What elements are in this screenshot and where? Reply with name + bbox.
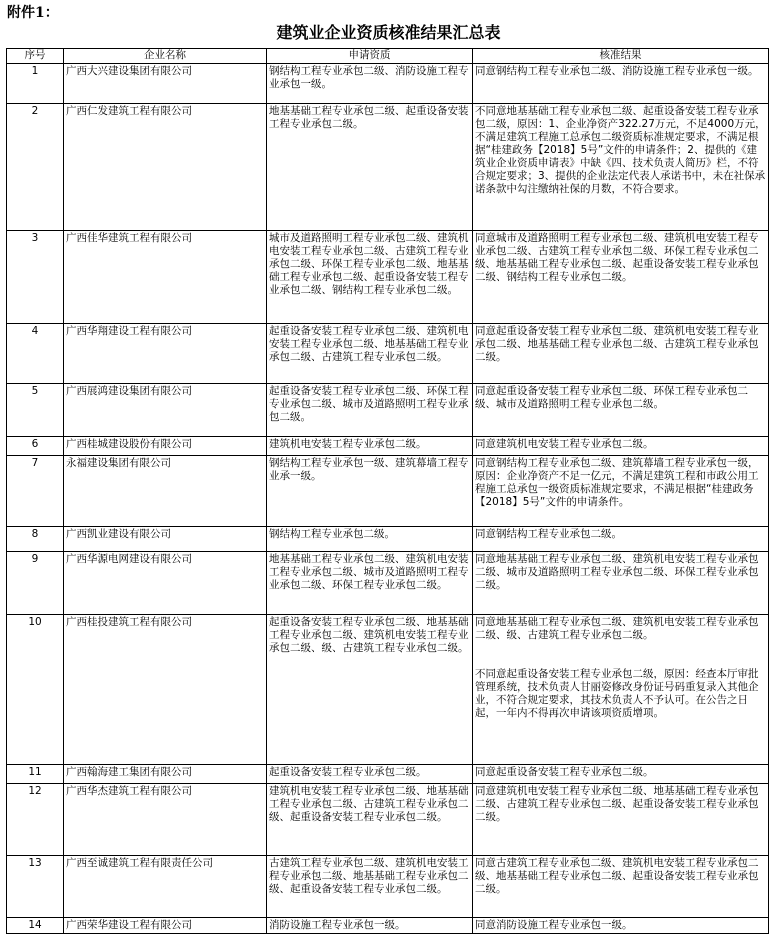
approval-result-cell bbox=[473, 384, 769, 437]
company-name: 广西桂城建设股份有限公司 bbox=[66, 438, 192, 450]
applied-qualification: 起重设备安装工程专业承包二级、建筑机电安装工程专业承包二级、地基基础工程专业承包二级、古建筑工程专业承包二级。 bbox=[269, 325, 469, 363]
row-number: 4 bbox=[31, 325, 39, 337]
row-number-cell bbox=[7, 856, 64, 918]
approval-result-cell bbox=[473, 437, 769, 456]
approval-result: 不同意地基基础工程专业承包二级、起重设备安装工程专业承包二级，原因：1、企业净资产322.27万元，不足4000万元，不满足建筑工程施工总承包二级资质标准规定要求，不满足根据“桂建政务【2018】5号”文件的申请条件；2、提供的《建筑业企业资质申请表》中缺《四、技术负责人简历》栏，不符合规定要求；3、提供的企业法定代表人承诺书中，未在社保承诺条款中勾注缴纳社保的月数，不符合要求。 bbox=[475, 105, 766, 195]
column-header-result: 核准结果 bbox=[473, 49, 769, 64]
company-name-cell bbox=[64, 918, 267, 934]
row-number-cell bbox=[7, 765, 64, 784]
approval-result-cell bbox=[473, 918, 769, 934]
approval-result: 同意起重设备安装工程专业承包二级。 bbox=[475, 766, 654, 778]
company-name: 广西至诚建筑工程有限责任公司 bbox=[66, 857, 213, 869]
approval-result-cell bbox=[473, 456, 769, 527]
company-name: 广西佳华建筑工程有限公司 bbox=[66, 232, 192, 244]
table-body bbox=[7, 64, 769, 934]
column-header-applied: 申请资质 bbox=[267, 49, 473, 64]
row-number: 9 bbox=[31, 553, 39, 565]
approval-result: 同意建筑机电安装工程专业承包二级。 bbox=[475, 438, 654, 450]
company-name: 广西华源电网建设有限公司 bbox=[66, 553, 192, 565]
applied-qualification: 古建筑工程专业承包二级、建筑机电安装工程专业承包二级、地基基础工程专业承包二级、起重设备安装工程专业承包二级。 bbox=[269, 857, 469, 895]
company-name-cell bbox=[64, 615, 267, 765]
approval-result: 同意古建筑工程专业承包二级、建筑机电安装工程专业承包二级、地基基础工程专业承包二级、起重设备安装工程专业承包二级。 bbox=[475, 857, 759, 895]
table-row bbox=[7, 784, 769, 856]
row-number: 3 bbox=[31, 232, 39, 244]
company-name: 永福建设集团有限公司 bbox=[66, 457, 171, 469]
applied-qualification: 建筑机电安装工程专业承包二级、地基基础工程专业承包二级、古建筑工程专业承包二级、起重设备安装工程专业承包二级。 bbox=[269, 785, 469, 823]
applied-qualification-cell bbox=[267, 527, 473, 552]
approval-result-cell bbox=[473, 231, 769, 324]
table-row bbox=[7, 104, 769, 231]
applied-qualification: 城市及道路照明工程专业承包二级、建筑机电安装工程专业承包二级、古建筑工程专业承包二级、环保工程专业承包二级、地基基础工程专业承包二级、起重设备安装工程专业承包二级、钢结构工程专业承包二级。 bbox=[269, 232, 469, 296]
row-number: 5 bbox=[31, 385, 39, 397]
applied-qualification-cell bbox=[267, 552, 473, 615]
applied-qualification: 钢结构工程专业承包二级、消防设施工程专业承包一级。 bbox=[269, 65, 469, 90]
page-title: 建筑业企业资质核准结果汇总表 bbox=[276, 23, 501, 42]
company-name: 广西凯业建设有限公司 bbox=[66, 528, 171, 540]
company-name-cell bbox=[64, 552, 267, 615]
approval-result-cell bbox=[473, 784, 769, 856]
applied-qualification: 建筑机电安装工程专业承包二级。 bbox=[269, 438, 427, 450]
approval-result: 同意钢结构工程专业承包二级、消防设施工程专业承包一级。 bbox=[475, 65, 759, 77]
row-number-cell bbox=[7, 384, 64, 437]
applied-qualification: 起重设备安装工程专业承包二级、环保工程专业承包二级、城市及道路照明工程专业承包二级。 bbox=[269, 385, 469, 423]
company-name-cell bbox=[64, 64, 267, 104]
row-number: 2 bbox=[31, 105, 39, 117]
column-header-company: 企业名称 bbox=[64, 49, 267, 64]
approval-result-cell bbox=[473, 324, 769, 384]
table-row bbox=[7, 437, 769, 456]
company-name: 广西仁发建筑工程有限公司 bbox=[66, 105, 192, 117]
company-name-cell bbox=[64, 856, 267, 918]
applied-qualification-cell bbox=[267, 615, 473, 765]
table-row bbox=[7, 765, 769, 784]
row-number-cell bbox=[7, 552, 64, 615]
applied-qualification-cell bbox=[267, 384, 473, 437]
applied-qualification: 消防设施工程专业承包一级。 bbox=[269, 919, 406, 931]
applied-qualification-cell bbox=[267, 104, 473, 231]
applied-qualification-cell bbox=[267, 231, 473, 324]
row-number-cell bbox=[7, 437, 64, 456]
applied-qualification-cell bbox=[267, 437, 473, 456]
row-number-cell bbox=[7, 231, 64, 324]
approval-result-cell bbox=[473, 552, 769, 615]
company-name: 广西荣华建设工程有限公司 bbox=[66, 919, 192, 931]
approval-result-cell bbox=[473, 856, 769, 918]
row-number: 11 bbox=[28, 766, 42, 778]
applied-qualification: 起重设备安装工程专业承包二级。 bbox=[269, 766, 427, 778]
result-spacer bbox=[475, 642, 766, 668]
row-number: 7 bbox=[31, 457, 39, 469]
row-number: 6 bbox=[31, 438, 39, 450]
company-name-cell bbox=[64, 765, 267, 784]
company-name: 广西翰海建工集团有限公司 bbox=[66, 766, 192, 778]
table-row bbox=[7, 527, 769, 552]
applied-qualification: 地基基础工程专业承包二级、建筑机电安装工程专业承包二级、城市及道路照明工程专业承包二级、环保工程专业承包二级。 bbox=[269, 553, 469, 591]
applied-qualification: 钢结构工程专业承包一级、建筑幕墙工程专业承一级。 bbox=[269, 457, 469, 482]
company-name-cell bbox=[64, 104, 267, 231]
applied-qualification-cell bbox=[267, 856, 473, 918]
company-name-cell bbox=[64, 527, 267, 552]
approval-result: 同意消防设施工程专业承包一级。 bbox=[475, 919, 633, 931]
approval-result: 同意建筑机电安装工程专业承包二级、地基基础工程专业承包二级、古建筑工程专业承包二级、起重设备安装工程专业承包二级。 bbox=[475, 785, 759, 823]
table-row bbox=[7, 64, 769, 104]
company-name-cell bbox=[64, 384, 267, 437]
row-number-cell bbox=[7, 64, 64, 104]
company-name-cell bbox=[64, 784, 267, 856]
row-number: 14 bbox=[28, 919, 42, 931]
company-name: 广西桂投建筑工程有限公司 bbox=[66, 616, 192, 628]
approval-result: 同意钢结构工程专业承包二级、建筑幕墙工程专业承包一级，原因：企业净资产不足一亿元，不满足建筑工程和市政公用工程施工总承包一级资质标准规定要求，不满足根据“桂建政务【2018】5号”文件的申请条件。 bbox=[475, 457, 759, 508]
table-header-row bbox=[7, 49, 769, 64]
table-row bbox=[7, 856, 769, 918]
attachment-label: 附件1： bbox=[7, 5, 59, 21]
company-name-cell bbox=[64, 437, 267, 456]
row-number-cell bbox=[7, 527, 64, 552]
applied-qualification-cell bbox=[267, 64, 473, 104]
row-number: 13 bbox=[28, 857, 42, 869]
table-row bbox=[7, 231, 769, 324]
approval-result: 同意地基基础工程专业承包二级、建筑机电安装工程专业承包二级、城市及道路照明工程专业承包二级、环保工程专业承包二级。 bbox=[475, 553, 759, 591]
table-row bbox=[7, 918, 769, 934]
company-name: 广西华杰建筑工程有限公司 bbox=[66, 785, 192, 797]
approval-result: 同意钢结构工程专业承包二级。 bbox=[475, 528, 622, 540]
approval-result: 同意起重设备安装工程专业承包二级、环保工程专业承包二级、城市及道路照明工程专业承包二级。 bbox=[475, 385, 748, 410]
applied-qualification: 起重设备安装工程专业承包二级、地基基础工程专业承包二级、建筑机电安装工程专业承包二级、级、古建筑工程专业承包二级。 bbox=[269, 616, 469, 654]
applied-qualification-cell bbox=[267, 784, 473, 856]
approval-result-extra: 不同意起重设备安装工程专业承包二级，原因：经查本厅审批管理系统，技术负责人甘丽姿修改身份证号码重复录入其他企业，不符合规定要求，其技术负责人不予认可。在公告之日起，一年内不得再次申请该项资质增项。 bbox=[475, 668, 759, 719]
row-number-cell bbox=[7, 918, 64, 934]
table-row bbox=[7, 552, 769, 615]
row-number-cell bbox=[7, 104, 64, 231]
approval-result-cell bbox=[473, 104, 769, 231]
applied-qualification-cell bbox=[267, 765, 473, 784]
applied-qualification-cell bbox=[267, 918, 473, 934]
row-number-cell bbox=[7, 784, 64, 856]
approval-result: 同意起重设备安装工程专业承包二级、建筑机电安装工程专业承包二级、地基基础工程专业承包二级、古建筑工程专业承包二级。 bbox=[475, 325, 759, 363]
company-name: 广西华翔建设工程有限公司 bbox=[66, 325, 192, 337]
company-name-cell bbox=[64, 456, 267, 527]
company-name-cell bbox=[64, 324, 267, 384]
row-number-cell bbox=[7, 324, 64, 384]
column-header-no: 序号 bbox=[7, 49, 64, 64]
approval-result-cell bbox=[473, 615, 769, 765]
applied-qualification-cell bbox=[267, 456, 473, 527]
approval-result: 同意地基基础工程专业承包二级、建筑机电安装工程专业承包二级、级、古建筑工程专业承包二级。 bbox=[475, 616, 759, 641]
applied-qualification-cell bbox=[267, 324, 473, 384]
row-number: 8 bbox=[31, 528, 39, 540]
row-number-cell bbox=[7, 615, 64, 765]
row-number: 10 bbox=[28, 616, 42, 628]
table-row bbox=[7, 324, 769, 384]
company-name-cell bbox=[64, 231, 267, 324]
row-number-cell bbox=[7, 456, 64, 527]
approval-result-cell bbox=[473, 527, 769, 552]
company-name: 广西展鸿建设集团有限公司 bbox=[66, 385, 192, 397]
table-row bbox=[7, 615, 769, 765]
applied-qualification: 钢结构工程专业承包二级。 bbox=[269, 528, 395, 540]
approval-result-cell bbox=[473, 64, 769, 104]
row-number: 1 bbox=[31, 65, 39, 77]
row-number: 12 bbox=[28, 785, 42, 797]
company-name: 广西大兴建设集团有限公司 bbox=[66, 65, 192, 77]
table-row bbox=[7, 456, 769, 527]
qualification-table bbox=[6, 48, 769, 934]
approval-result-cell bbox=[473, 765, 769, 784]
approval-result: 同意城市及道路照明工程专业承包二级、建筑机电安装工程专业承包二级、古建筑工程专业承包二级、环保工程专业承包二级、地基基础工程专业承包二级、起重设备安装工程专业承包二级、钢结构工程专业承包二级。 bbox=[475, 232, 759, 283]
applied-qualification: 地基基础工程专业承包二级、起重设备安装工程专业承包二级。 bbox=[269, 105, 469, 130]
table-row bbox=[7, 384, 769, 437]
